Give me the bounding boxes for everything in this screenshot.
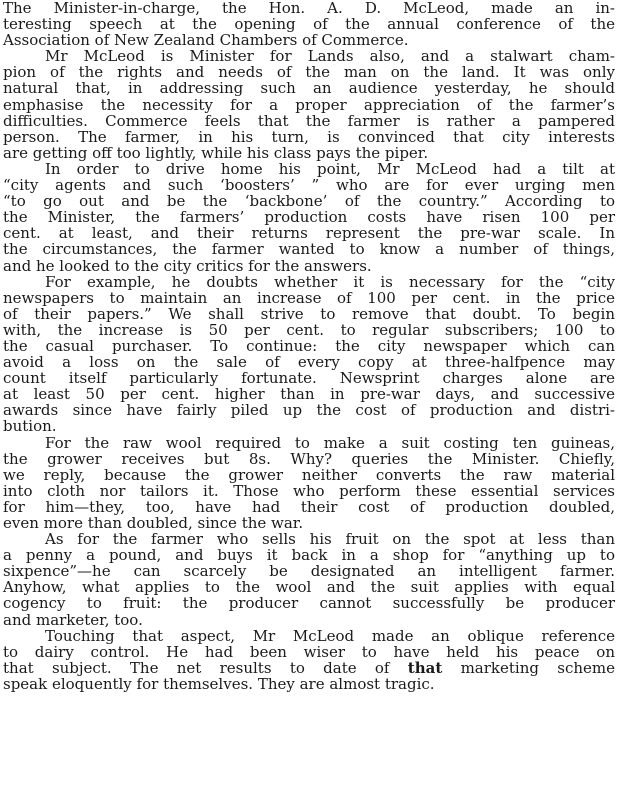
text-line: “to go out and be the ‘backbone’ of the country.” According to	[3, 192, 615, 211]
text-line: we reply, because the grower neither converts the raw material	[3, 465, 615, 484]
text-line: of their papers.” We shall strive to remove that doubt. To begin	[3, 304, 615, 323]
emphasized-word: that	[407, 658, 443, 677]
paragraph-4	[3, 274, 615, 435]
text-line: difficulties. Commerce feels that the farmer is rather a pampered	[3, 111, 615, 130]
text-line: the grower receives but 8s. Why? queries the Minister. Chiefly,	[3, 449, 615, 468]
paragraph-3	[3, 161, 615, 274]
line-lead-text: that subject. The net results to date of	[3, 658, 390, 677]
text-line: and marketer, too.	[3, 610, 143, 629]
text-line: In order to drive home his point, Mr McLeod had a tilt at	[45, 159, 615, 178]
line-tail-text: marketing scheme	[460, 658, 615, 677]
text-line: sixpence”—he can scarcely be designated an intelligent farmer.	[3, 562, 615, 581]
text-line: awards since have fairly piled up the cost of production and distri-	[3, 401, 615, 420]
text-line: Mr McLeod is Minister for Lands also, and a stalwart cham-	[45, 47, 615, 66]
text-line: “city agents and such ‘boosters’ ” who are for ever urging men	[3, 176, 615, 195]
editorial-article	[3, 0, 615, 692]
paragraph-2	[3, 48, 615, 161]
text-line: into cloth nor tailors it. Those who perform these essential services	[3, 481, 615, 500]
text-line: The Minister-in-charge, the Hon. A. D. McLeod, made an in-	[3, 0, 615, 17]
text-line: a penny a pound, and buys it back in a shop for “anything up to	[3, 546, 615, 565]
text-line: the Minister, the farmers’ production costs have risen 100 per	[3, 208, 615, 227]
text-line: person. The farmer, in his turn, is convinced that city interests	[3, 127, 615, 146]
text-line: For example, he doubts whether it is necessary for the “city	[45, 272, 615, 291]
text-line: with, the increase is 50 per cent. to regular subscribers; 100 to	[3, 320, 615, 339]
paragraph-6	[3, 531, 615, 628]
text-line: the casual purchaser. To continue: the city newspaper which can	[3, 336, 615, 355]
text-line: Anyhow, what applies to the wool and the suit applies with equal	[3, 578, 615, 597]
text-line: Touching that aspect, Mr McLeod made an oblique reference	[45, 626, 615, 645]
paragraph-1	[3, 0, 615, 48]
text-line: cent. at least, and their returns represent the pre-war scale. In	[3, 224, 615, 243]
text-line: to dairy control. He had been wiser to have held his peace on	[3, 642, 615, 661]
text-line: cogency to fruit: the producer cannot successfully be producer	[3, 594, 615, 613]
text-line: avoid a loss on the sale of every copy at three-halfpence may	[3, 353, 615, 372]
text-line-emphasis	[3, 660, 615, 676]
text-line: and he looked to the city critics for the answers.	[3, 256, 372, 275]
text-line: speak eloquently for themselves. They are almost tragic.	[3, 674, 435, 693]
text-line: Association of New Zealand Chambers of Commerce.	[3, 31, 409, 50]
paragraph-5	[3, 435, 615, 532]
text-line: bution.	[3, 417, 57, 436]
text-line: For the raw wool required to make a suit costing ten guineas,	[45, 433, 615, 452]
text-line: for him—they, too, have had their cost of production doubled,	[3, 497, 615, 516]
text-line: natural that, in addressing such an audience yesterday, he should	[3, 79, 615, 98]
text-line: even more than doubled, since the war.	[3, 514, 304, 532]
paragraph-7	[3, 628, 615, 692]
text-line: pion of the rights and needs of the man on the land. It was only	[3, 63, 615, 82]
text-line: As for the farmer who sells his fruit on the spot at less than	[45, 530, 615, 549]
text-line: teresting speech at the opening of the annual conference of the	[3, 15, 615, 34]
text-line: are getting off too lightly, while his class pays the piper.	[3, 143, 429, 162]
text-line: count itself particularly fortunate. Newsprint charges alone are	[3, 369, 615, 388]
text-line: at least 50 per cent. higher than in pre-war days, and successive	[3, 385, 615, 404]
text-line: the circumstances, the farmer wanted to know a number of things,	[3, 240, 615, 259]
text-line: newspapers to maintain an increase of 100 per cent. in the price	[3, 288, 615, 307]
text-line: emphasise the necessity for a proper appreciation of the farmer’s	[3, 95, 615, 114]
